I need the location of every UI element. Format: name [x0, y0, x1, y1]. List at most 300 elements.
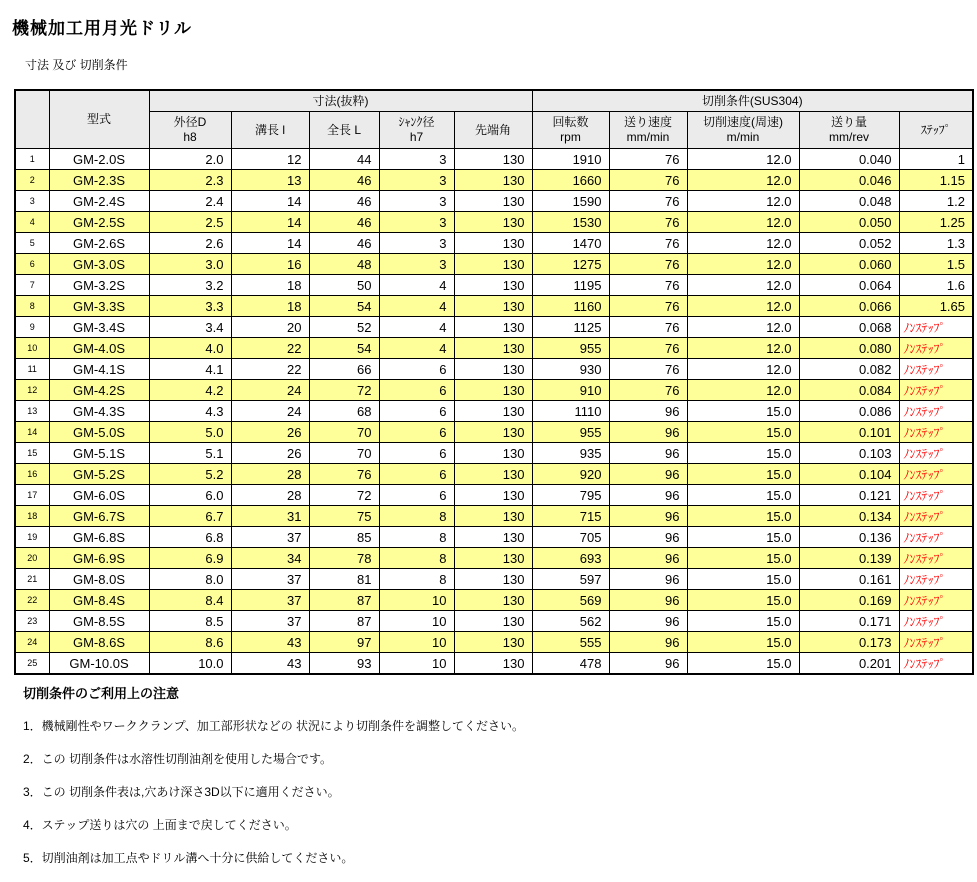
- row-number: 1: [15, 149, 49, 170]
- cell-outer-diameter: 3.3: [149, 296, 231, 317]
- cell-outer-diameter: 6.7: [149, 506, 231, 527]
- cell-step: ﾉﾝｽﾃｯﾌﾟ: [899, 338, 973, 359]
- table-row: [15, 422, 973, 443]
- cell-overall-length: 46: [309, 191, 379, 212]
- cell-rpm: 1125: [532, 317, 609, 338]
- cell-model: GM-3.0S: [49, 254, 149, 275]
- cell-outer-diameter: 2.4: [149, 191, 231, 212]
- row-number: 19: [15, 527, 49, 548]
- cell-cutting-speed: 12.0: [687, 359, 799, 380]
- cell-outer-diameter: 2.6: [149, 233, 231, 254]
- cell-rpm: 569: [532, 590, 609, 611]
- cell-point-angle: 130: [454, 653, 532, 675]
- cell-flute-length: 14: [231, 191, 309, 212]
- row-number: 5: [15, 233, 49, 254]
- cell-rpm: 795: [532, 485, 609, 506]
- cell-overall-length: 70: [309, 443, 379, 464]
- cell-model: GM-3.3S: [49, 296, 149, 317]
- cell-step: 1.15: [899, 170, 973, 191]
- usage-notes: [23, 683, 524, 882]
- cell-step: 1.3: [899, 233, 973, 254]
- row-number: 7: [15, 275, 49, 296]
- cell-flute-length: 31: [231, 506, 309, 527]
- cell-step: 1.25: [899, 212, 973, 233]
- cell-outer-diameter: 5.2: [149, 464, 231, 485]
- cell-outer-diameter: 8.4: [149, 590, 231, 611]
- cell-step: ﾉﾝｽﾃｯﾌﾟ: [899, 569, 973, 590]
- cell-feed-per-rev: 0.066: [799, 296, 899, 317]
- cell-feed-per-rev: 0.139: [799, 548, 899, 569]
- cell-flute-length: 18: [231, 275, 309, 296]
- cell-point-angle: 130: [454, 485, 532, 506]
- cell-point-angle: 130: [454, 464, 532, 485]
- cell-model: GM-2.3S: [49, 170, 149, 191]
- cell-point-angle: 130: [454, 569, 532, 590]
- cell-model: GM-6.0S: [49, 485, 149, 506]
- cell-overall-length: 75: [309, 506, 379, 527]
- cell-shank-diameter: 3: [379, 149, 454, 170]
- cell-shank-diameter: 10: [379, 653, 454, 675]
- table-row: [15, 548, 973, 569]
- cell-shank-diameter: 3: [379, 233, 454, 254]
- cell-overall-length: 87: [309, 611, 379, 632]
- cell-feed-speed: 76: [609, 380, 687, 401]
- cell-outer-diameter: 6.9: [149, 548, 231, 569]
- cell-shank-diameter: 4: [379, 317, 454, 338]
- note-item: 5．切削油剤は加工点やドリル溝へ十分に供給してください。: [23, 851, 354, 865]
- cell-point-angle: 130: [454, 527, 532, 548]
- row-number: 9: [15, 317, 49, 338]
- cell-shank-diameter: 6: [379, 422, 454, 443]
- row-number: 2: [15, 170, 49, 191]
- cell-rpm: 1660: [532, 170, 609, 191]
- cell-flute-length: 20: [231, 317, 309, 338]
- cell-feed-per-rev: 0.201: [799, 653, 899, 675]
- table-row: [15, 611, 973, 632]
- cell-shank-diameter: 10: [379, 590, 454, 611]
- cell-point-angle: 130: [454, 590, 532, 611]
- cell-outer-diameter: 4.1: [149, 359, 231, 380]
- cell-feed-per-rev: 0.060: [799, 254, 899, 275]
- group-header-cutting-conditions: 切削条件(SUS304): [532, 90, 973, 112]
- row-number: 15: [15, 443, 49, 464]
- cell-shank-diameter: 3: [379, 254, 454, 275]
- cell-flute-length: 37: [231, 590, 309, 611]
- cell-flute-length: 28: [231, 485, 309, 506]
- cell-feed-per-rev: 0.046: [799, 170, 899, 191]
- cell-feed-speed: 96: [609, 464, 687, 485]
- cell-rpm: 1590: [532, 191, 609, 212]
- col-header-cutting-speed: 切削速度(周速) m/min: [687, 112, 799, 149]
- cell-feed-speed: 76: [609, 212, 687, 233]
- cell-overall-length: 72: [309, 380, 379, 401]
- notes-list: [23, 717, 524, 866]
- cell-outer-diameter: 2.0: [149, 149, 231, 170]
- cell-outer-diameter: 6.0: [149, 485, 231, 506]
- cell-flute-length: 24: [231, 401, 309, 422]
- cell-overall-length: 76: [309, 464, 379, 485]
- cell-feed-per-rev: 0.173: [799, 632, 899, 653]
- cell-point-angle: 130: [454, 254, 532, 275]
- cell-outer-diameter: 3.4: [149, 317, 231, 338]
- cell-feed-per-rev: 0.086: [799, 401, 899, 422]
- cell-rpm: 555: [532, 632, 609, 653]
- row-number: 24: [15, 632, 49, 653]
- cell-feed-speed: 76: [609, 275, 687, 296]
- cell-step: ﾉﾝｽﾃｯﾌﾟ: [899, 527, 973, 548]
- cell-overall-length: 70: [309, 422, 379, 443]
- table-row: [15, 275, 973, 296]
- cell-cutting-speed: 15.0: [687, 632, 799, 653]
- table-row: [15, 632, 973, 653]
- cell-feed-per-rev: 0.050: [799, 212, 899, 233]
- table-row: [15, 359, 973, 380]
- cell-feed-per-rev: 0.161: [799, 569, 899, 590]
- cell-cutting-speed: 15.0: [687, 401, 799, 422]
- cell-feed-speed: 96: [609, 443, 687, 464]
- cell-feed-speed: 76: [609, 254, 687, 275]
- cell-shank-diameter: 3: [379, 170, 454, 191]
- cell-step: ﾉﾝｽﾃｯﾌﾟ: [899, 359, 973, 380]
- cell-point-angle: 130: [454, 401, 532, 422]
- note-item: 1．機械剛性やワーククランプ、加工部形状などの 状況により切削条件を調整してください。: [23, 719, 525, 733]
- row-number: 23: [15, 611, 49, 632]
- notes-heading: 切削条件のご利用上の注意: [23, 686, 180, 701]
- cell-cutting-speed: 15.0: [687, 611, 799, 632]
- cell-overall-length: 48: [309, 254, 379, 275]
- cell-model: GM-6.7S: [49, 506, 149, 527]
- cell-outer-diameter: 10.0: [149, 653, 231, 675]
- cell-feed-per-rev: 0.101: [799, 422, 899, 443]
- cell-point-angle: 130: [454, 632, 532, 653]
- cell-cutting-speed: 15.0: [687, 506, 799, 527]
- note-item: 4．ステップ送りは穴の 上面まで戻してください。: [23, 818, 297, 832]
- page-title: 機械加工用月光ドリル: [12, 19, 192, 38]
- cell-cutting-speed: 12.0: [687, 380, 799, 401]
- cell-point-angle: 130: [454, 149, 532, 170]
- drill-spec-table: [14, 89, 974, 675]
- cell-overall-length: 93: [309, 653, 379, 675]
- cell-step: ﾉﾝｽﾃｯﾌﾟ: [899, 401, 973, 422]
- cell-feed-per-rev: 0.040: [799, 149, 899, 170]
- cell-model: GM-5.2S: [49, 464, 149, 485]
- cell-overall-length: 46: [309, 170, 379, 191]
- cell-step: ﾉﾝｽﾃｯﾌﾟ: [899, 443, 973, 464]
- cell-shank-diameter: 6: [379, 485, 454, 506]
- cell-point-angle: 130: [454, 611, 532, 632]
- cell-feed-speed: 76: [609, 317, 687, 338]
- cell-model: GM-2.0S: [49, 149, 149, 170]
- cell-overall-length: 46: [309, 233, 379, 254]
- cell-outer-diameter: 5.1: [149, 443, 231, 464]
- cell-rpm: 693: [532, 548, 609, 569]
- table-row: [15, 338, 973, 359]
- cell-outer-diameter: 8.6: [149, 632, 231, 653]
- cell-step: ﾉﾝｽﾃｯﾌﾟ: [899, 422, 973, 443]
- cell-feed-speed: 96: [609, 506, 687, 527]
- sub-header-row: [15, 112, 973, 149]
- cell-shank-diameter: 8: [379, 506, 454, 527]
- cell-shank-diameter: 3: [379, 191, 454, 212]
- cell-step: ﾉﾝｽﾃｯﾌﾟ: [899, 380, 973, 401]
- cell-shank-diameter: 8: [379, 527, 454, 548]
- cell-outer-diameter: 8.0: [149, 569, 231, 590]
- cell-feed-speed: 96: [609, 548, 687, 569]
- cell-flute-length: 18: [231, 296, 309, 317]
- table-row: [15, 191, 973, 212]
- cell-rpm: 930: [532, 359, 609, 380]
- cell-outer-diameter: 4.0: [149, 338, 231, 359]
- cell-outer-diameter: 3.0: [149, 254, 231, 275]
- cell-step: ﾉﾝｽﾃｯﾌﾟ: [899, 485, 973, 506]
- cell-cutting-speed: 12.0: [687, 254, 799, 275]
- note-item: 3．この 切削条件表は,穴あけ深さ3D以下に適用ください。: [23, 785, 340, 799]
- cell-feed-speed: 76: [609, 338, 687, 359]
- cell-outer-diameter: 8.5: [149, 611, 231, 632]
- corner-header-cell: [15, 90, 49, 149]
- col-header-feed-per-rev: 送り量 mm/rev: [799, 112, 899, 149]
- col-header-outer-diameter: 外径D h8: [149, 112, 231, 149]
- cell-overall-length: 52: [309, 317, 379, 338]
- page-subtitle: 寸法 及び 切削条件: [25, 58, 128, 72]
- cell-model: GM-4.2S: [49, 380, 149, 401]
- table-row: [15, 296, 973, 317]
- cell-rpm: 1530: [532, 212, 609, 233]
- cell-point-angle: 130: [454, 317, 532, 338]
- cell-model: GM-2.4S: [49, 191, 149, 212]
- cell-feed-speed: 76: [609, 191, 687, 212]
- cell-cutting-speed: 15.0: [687, 485, 799, 506]
- col-header-feed-speed: 送り速度 mm/min: [609, 112, 687, 149]
- cell-feed-speed: 96: [609, 611, 687, 632]
- cell-cutting-speed: 12.0: [687, 317, 799, 338]
- cell-feed-per-rev: 0.052: [799, 233, 899, 254]
- cell-feed-speed: 96: [609, 653, 687, 675]
- cell-flute-length: 37: [231, 569, 309, 590]
- row-number: 12: [15, 380, 49, 401]
- col-header-point-angle: 先端角: [454, 112, 532, 149]
- cell-outer-diameter: 6.8: [149, 527, 231, 548]
- cell-shank-diameter: 4: [379, 338, 454, 359]
- cell-overall-length: 54: [309, 296, 379, 317]
- cell-step: ﾉﾝｽﾃｯﾌﾟ: [899, 611, 973, 632]
- group-header-dimensions: 寸法(抜粋): [149, 90, 532, 112]
- table-row: [15, 527, 973, 548]
- cell-feed-per-rev: 0.080: [799, 338, 899, 359]
- cell-cutting-speed: 12.0: [687, 212, 799, 233]
- cell-flute-length: 26: [231, 422, 309, 443]
- cell-flute-length: 12: [231, 149, 309, 170]
- cell-cutting-speed: 15.0: [687, 548, 799, 569]
- row-number: 16: [15, 464, 49, 485]
- col-header-flute-length: 溝長 l: [231, 112, 309, 149]
- cell-flute-length: 13: [231, 170, 309, 191]
- cell-cutting-speed: 12.0: [687, 191, 799, 212]
- cell-flute-length: 16: [231, 254, 309, 275]
- cell-rpm: 935: [532, 443, 609, 464]
- cell-cutting-speed: 12.0: [687, 275, 799, 296]
- col-header-model: 型式: [49, 90, 149, 149]
- cell-model: GM-2.6S: [49, 233, 149, 254]
- row-number: 17: [15, 485, 49, 506]
- cell-model: GM-8.0S: [49, 569, 149, 590]
- row-number: 18: [15, 506, 49, 527]
- cell-outer-diameter: 4.3: [149, 401, 231, 422]
- cell-model: GM-5.0S: [49, 422, 149, 443]
- cell-rpm: 1160: [532, 296, 609, 317]
- cell-model: GM-8.5S: [49, 611, 149, 632]
- cell-point-angle: 130: [454, 275, 532, 296]
- cell-step: 1.65: [899, 296, 973, 317]
- cell-rpm: 955: [532, 338, 609, 359]
- cell-outer-diameter: 4.2: [149, 380, 231, 401]
- cell-point-angle: 130: [454, 170, 532, 191]
- cell-model: GM-4.0S: [49, 338, 149, 359]
- cell-rpm: 910: [532, 380, 609, 401]
- cell-cutting-speed: 12.0: [687, 170, 799, 191]
- cell-overall-length: 87: [309, 590, 379, 611]
- row-number: 8: [15, 296, 49, 317]
- cell-shank-diameter: 8: [379, 548, 454, 569]
- cell-shank-diameter: 4: [379, 275, 454, 296]
- table-row: [15, 506, 973, 527]
- cell-cutting-speed: 12.0: [687, 338, 799, 359]
- row-number: 4: [15, 212, 49, 233]
- cell-model: GM-4.1S: [49, 359, 149, 380]
- cell-flute-length: 14: [231, 212, 309, 233]
- cell-rpm: 562: [532, 611, 609, 632]
- col-header-rpm: 回転数 rpm: [532, 112, 609, 149]
- cell-shank-diameter: 6: [379, 443, 454, 464]
- note-item: 2．この 切削条件は水溶性切削油剤を使用した場合です。: [23, 752, 333, 766]
- table-row: [15, 569, 973, 590]
- cell-model: GM-8.4S: [49, 590, 149, 611]
- cell-rpm: 920: [532, 464, 609, 485]
- table-row: [15, 170, 973, 191]
- cell-point-angle: 130: [454, 338, 532, 359]
- cell-feed-per-rev: 0.068: [799, 317, 899, 338]
- cell-feed-per-rev: 0.082: [799, 359, 899, 380]
- cell-feed-per-rev: 0.104: [799, 464, 899, 485]
- cell-point-angle: 130: [454, 380, 532, 401]
- cell-rpm: 955: [532, 422, 609, 443]
- cell-feed-speed: 96: [609, 485, 687, 506]
- cell-flute-length: 34: [231, 548, 309, 569]
- table-row: [15, 464, 973, 485]
- cell-feed-per-rev: 0.064: [799, 275, 899, 296]
- cell-point-angle: 130: [454, 233, 532, 254]
- cell-feed-per-rev: 0.121: [799, 485, 899, 506]
- cell-flute-length: 43: [231, 653, 309, 675]
- table-row: [15, 149, 973, 170]
- cell-step: ﾉﾝｽﾃｯﾌﾟ: [899, 464, 973, 485]
- cell-overall-length: 85: [309, 527, 379, 548]
- cell-cutting-speed: 15.0: [687, 422, 799, 443]
- cell-shank-diameter: 3: [379, 212, 454, 233]
- cell-model: GM-10.0S: [49, 653, 149, 675]
- table-row: [15, 254, 973, 275]
- cell-feed-per-rev: 0.134: [799, 506, 899, 527]
- cell-feed-speed: 96: [609, 527, 687, 548]
- cell-feed-speed: 96: [609, 401, 687, 422]
- row-number: 25: [15, 653, 49, 675]
- cell-point-angle: 130: [454, 422, 532, 443]
- cell-rpm: 1910: [532, 149, 609, 170]
- cell-point-angle: 130: [454, 359, 532, 380]
- col-header-shank-diameter: ｼｬﾝｸ径 h7: [379, 112, 454, 149]
- cell-flute-length: 37: [231, 527, 309, 548]
- cell-model: GM-3.2S: [49, 275, 149, 296]
- cell-point-angle: 130: [454, 212, 532, 233]
- cell-step: 1.5: [899, 254, 973, 275]
- cell-feed-per-rev: 0.084: [799, 380, 899, 401]
- cell-feed-per-rev: 0.169: [799, 590, 899, 611]
- cell-flute-length: 24: [231, 380, 309, 401]
- cell-overall-length: 44: [309, 149, 379, 170]
- cell-cutting-speed: 15.0: [687, 443, 799, 464]
- cell-feed-per-rev: 0.103: [799, 443, 899, 464]
- cell-model: GM-3.4S: [49, 317, 149, 338]
- cell-flute-length: 37: [231, 611, 309, 632]
- cell-flute-length: 22: [231, 359, 309, 380]
- cell-cutting-speed: 15.0: [687, 653, 799, 675]
- table-row: [15, 653, 973, 675]
- cell-feed-per-rev: 0.048: [799, 191, 899, 212]
- cell-step: ﾉﾝｽﾃｯﾌﾟ: [899, 653, 973, 675]
- cell-step: ﾉﾝｽﾃｯﾌﾟ: [899, 590, 973, 611]
- table-row: [15, 317, 973, 338]
- cell-overall-length: 66: [309, 359, 379, 380]
- cell-feed-speed: 76: [609, 170, 687, 191]
- cell-cutting-speed: 15.0: [687, 464, 799, 485]
- cell-feed-speed: 76: [609, 359, 687, 380]
- cell-overall-length: 78: [309, 548, 379, 569]
- cell-overall-length: 54: [309, 338, 379, 359]
- cell-feed-speed: 76: [609, 149, 687, 170]
- cell-step: ﾉﾝｽﾃｯﾌﾟ: [899, 317, 973, 338]
- cell-cutting-speed: 15.0: [687, 569, 799, 590]
- cell-cutting-speed: 12.0: [687, 233, 799, 254]
- row-number: 13: [15, 401, 49, 422]
- cell-rpm: 705: [532, 527, 609, 548]
- row-number: 10: [15, 338, 49, 359]
- row-number: 11: [15, 359, 49, 380]
- table-row: [15, 485, 973, 506]
- cell-overall-length: 68: [309, 401, 379, 422]
- cell-shank-diameter: 6: [379, 380, 454, 401]
- cell-outer-diameter: 2.5: [149, 212, 231, 233]
- table-row: [15, 590, 973, 611]
- cell-model: GM-6.8S: [49, 527, 149, 548]
- cell-feed-speed: 76: [609, 296, 687, 317]
- cell-model: GM-8.6S: [49, 632, 149, 653]
- cell-feed-speed: 96: [609, 632, 687, 653]
- cell-point-angle: 130: [454, 506, 532, 527]
- cell-point-angle: 130: [454, 296, 532, 317]
- table-row: [15, 212, 973, 233]
- table-row: [15, 443, 973, 464]
- cell-step: 1.6: [899, 275, 973, 296]
- drill-table-body: [15, 149, 973, 675]
- cell-model: GM-5.1S: [49, 443, 149, 464]
- cell-rpm: 1110: [532, 401, 609, 422]
- cell-step: ﾉﾝｽﾃｯﾌﾟ: [899, 632, 973, 653]
- row-number: 6: [15, 254, 49, 275]
- cell-rpm: 1195: [532, 275, 609, 296]
- cell-model: GM-4.3S: [49, 401, 149, 422]
- cell-shank-diameter: 10: [379, 632, 454, 653]
- cell-flute-length: 43: [231, 632, 309, 653]
